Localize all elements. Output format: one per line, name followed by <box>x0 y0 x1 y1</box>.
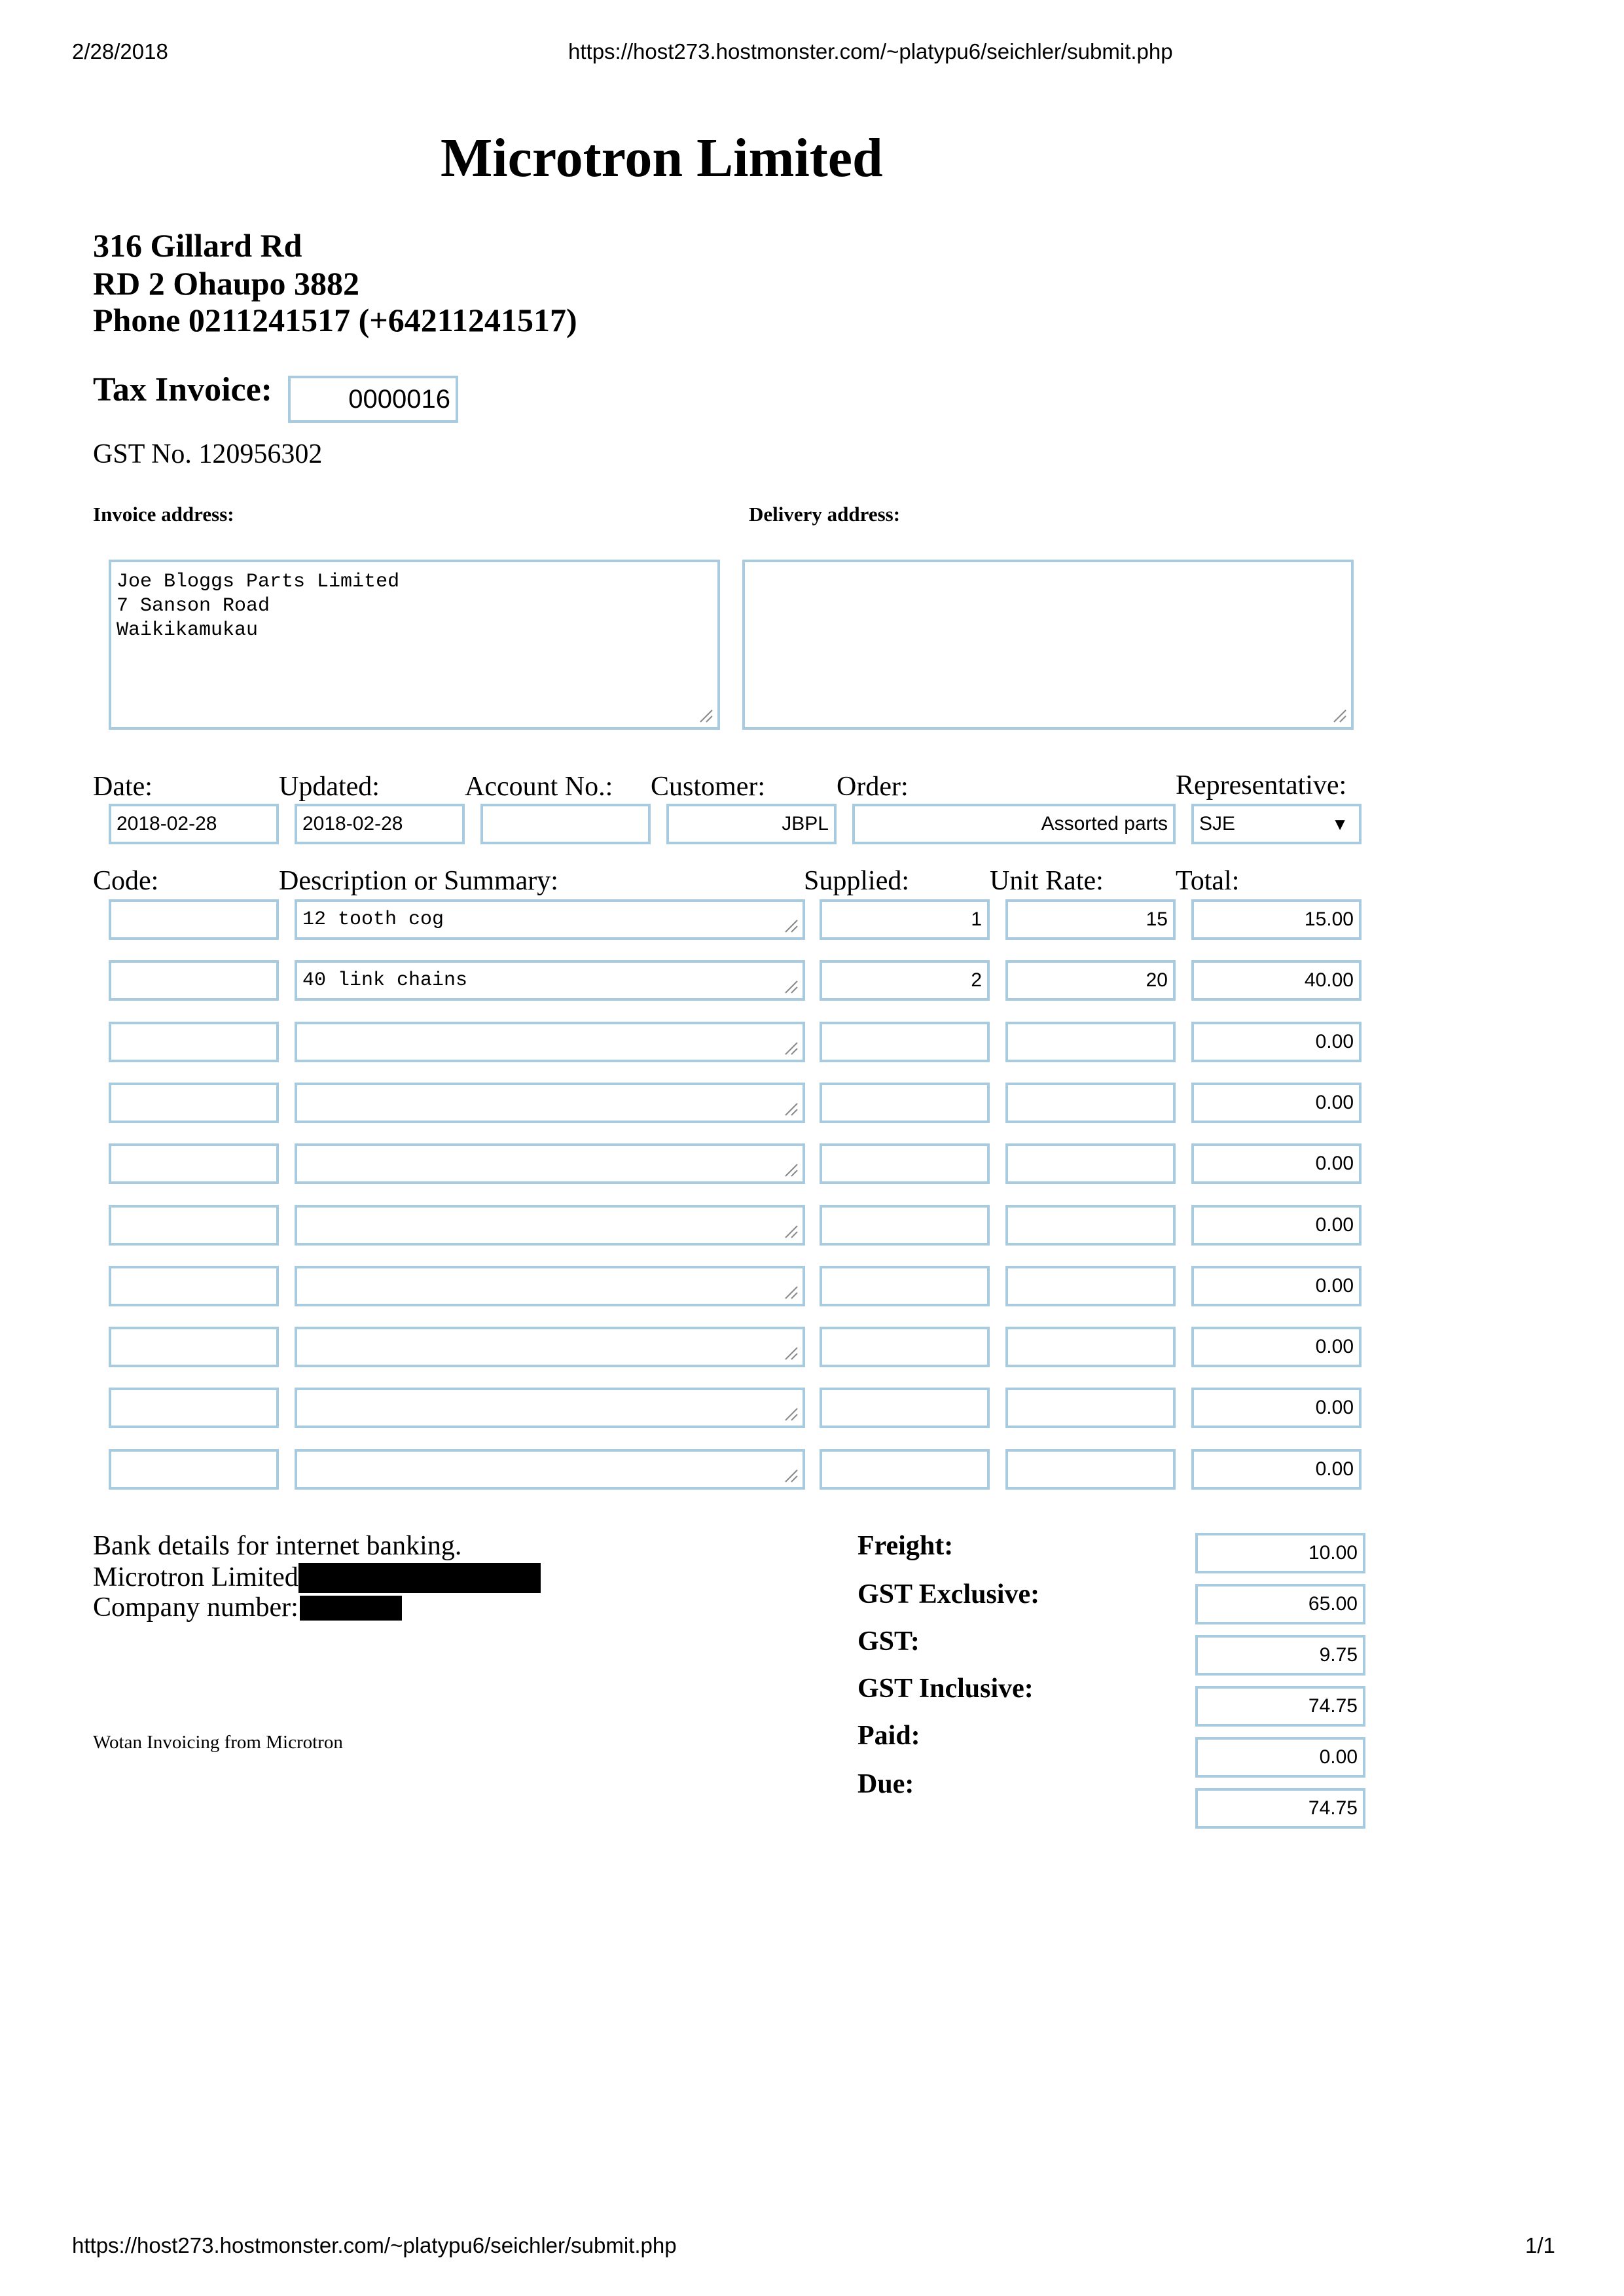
customer-label: Customer: <box>651 772 765 802</box>
resize-grip-icon[interactable] <box>699 709 713 723</box>
gst-inclusive-field[interactable]: 74.75 <box>1195 1686 1365 1727</box>
order-label: Order: <box>837 772 909 802</box>
invoice-address-line: Waikikamukau <box>117 619 259 641</box>
description-field-value: 40 link chains <box>302 969 468 992</box>
representative-label: Representative: <box>1176 770 1347 800</box>
gst-exclusive-label: GST Exclusive: <box>857 1579 1040 1609</box>
total-field[interactable] <box>1191 1327 1362 1367</box>
description-field[interactable] <box>295 1022 805 1062</box>
unit-rate-field[interactable] <box>1005 1327 1176 1367</box>
footer-note: Wotan Invoicing from Microtron <box>93 1732 343 1753</box>
resize-grip-icon[interactable] <box>784 980 799 994</box>
code-field[interactable] <box>109 1143 279 1184</box>
resize-grip-icon[interactable] <box>784 1407 799 1422</box>
print-url-bottom: https://host273.hostmonster.com/~platypu6/seichler/submit.php <box>72 2233 677 2257</box>
description-field[interactable] <box>295 1143 805 1184</box>
resize-grip-icon[interactable] <box>784 1285 799 1300</box>
unit-rate-field[interactable] <box>1005 1266 1176 1306</box>
resize-grip-icon[interactable] <box>784 1346 799 1361</box>
total-header: Total: <box>1176 866 1240 896</box>
code-field[interactable] <box>109 1022 279 1062</box>
supplied-field[interactable] <box>820 1266 990 1306</box>
supplied-field[interactable] <box>820 1449 990 1490</box>
description-field-value: 12 tooth cog <box>302 908 444 931</box>
gst-number: GST No. 120956302 <box>93 439 323 469</box>
resize-grip-icon[interactable] <box>784 1225 799 1239</box>
dropdown-arrow-icon: ▼ <box>1331 814 1348 834</box>
customer-field[interactable]: JBPL <box>666 804 837 844</box>
resize-grip-icon[interactable] <box>784 1041 799 1056</box>
gst-label: GST: <box>857 1626 920 1657</box>
company-name: Microtron Limited <box>441 128 883 188</box>
unit-rate-field[interactable] <box>1005 960 1176 1001</box>
representative-select[interactable] <box>1191 804 1362 844</box>
delivery-address-textarea[interactable] <box>742 560 1354 730</box>
total-field-value: 0.00 <box>1315 1336 1354 1357</box>
description-field[interactable] <box>295 1388 805 1428</box>
due-field[interactable]: 74.75 <box>1195 1788 1365 1829</box>
delivery-address-label: Delivery address: <box>749 503 901 526</box>
supplied-field[interactable] <box>820 960 990 1001</box>
code-field[interactable] <box>109 1266 279 1306</box>
resize-grip-icon[interactable] <box>784 1163 799 1177</box>
invoice-address-line: Joe Bloggs Parts Limited <box>117 571 400 593</box>
total-field-value: 15.00 <box>1304 908 1354 930</box>
tax-invoice-label: Tax Invoice: <box>93 371 272 408</box>
invoice-address-textarea[interactable] <box>109 560 720 730</box>
freight-label: Freight: <box>857 1531 954 1561</box>
company-number-label: Company number: <box>93 1592 298 1623</box>
paid-field[interactable]: 0.00 <box>1195 1737 1365 1778</box>
gst-exclusive-field[interactable]: 65.00 <box>1195 1584 1365 1624</box>
total-field[interactable] <box>1191 1388 1362 1428</box>
total-field-value: 0.00 <box>1315 1031 1354 1052</box>
company-phone: Phone 0211241517 (+64211241517) <box>93 302 577 338</box>
supplied-field-value: 2 <box>971 969 982 991</box>
code-field[interactable] <box>109 1083 279 1123</box>
date-field[interactable]: 2018-02-28 <box>109 804 279 844</box>
total-field[interactable] <box>1191 1022 1362 1062</box>
resize-grip-icon[interactable] <box>1333 709 1347 723</box>
total-field[interactable] <box>1191 1266 1362 1306</box>
resize-grip-icon[interactable] <box>784 1102 799 1117</box>
date-label: Date: <box>93 772 153 802</box>
redacted-bank-account <box>298 1563 541 1593</box>
code-header: Code: <box>93 866 159 896</box>
unit-rate-header: Unit Rate: <box>990 866 1104 896</box>
print-date: 2/28/2018 <box>72 39 168 63</box>
supplied-header: Supplied: <box>804 866 910 896</box>
representative-value: SJE <box>1199 813 1236 834</box>
total-field[interactable] <box>1191 1449 1362 1490</box>
unit-rate-field[interactable] <box>1005 1205 1176 1246</box>
description-field[interactable] <box>295 1083 805 1123</box>
unit-rate-field[interactable] <box>1005 1388 1176 1428</box>
total-field-value: 0.00 <box>1315 1153 1354 1174</box>
supplied-field-value: 1 <box>971 908 982 930</box>
code-field[interactable] <box>109 960 279 1001</box>
unit-rate-field[interactable] <box>1005 1449 1176 1490</box>
total-field-value: 0.00 <box>1315 1458 1354 1480</box>
description-field[interactable] <box>295 1266 805 1306</box>
unit-rate-field[interactable] <box>1005 1083 1176 1123</box>
supplied-field[interactable] <box>820 1022 990 1062</box>
unit-rate-field[interactable] <box>1005 1143 1176 1184</box>
unit-rate-field[interactable] <box>1005 1022 1176 1062</box>
code-field[interactable] <box>109 1327 279 1367</box>
description-field[interactable] <box>295 1205 805 1246</box>
updated-field[interactable]: 2018-02-28 <box>295 804 465 844</box>
company-address-line1: 316 Gillard Rd <box>93 227 302 264</box>
gst-field[interactable]: 9.75 <box>1195 1635 1365 1676</box>
code-field[interactable] <box>109 1449 279 1490</box>
order-field[interactable]: Assorted parts <box>852 804 1176 844</box>
unit-rate-field[interactable] <box>1005 899 1176 940</box>
total-field[interactable] <box>1191 1143 1362 1184</box>
account-field[interactable] <box>480 804 651 844</box>
paid-label: Paid: <box>857 1721 920 1751</box>
description-field[interactable] <box>295 1327 805 1367</box>
bank-heading: Bank details for internet banking. <box>93 1531 462 1561</box>
total-field-value: 0.00 <box>1315 1214 1354 1236</box>
freight-field[interactable]: 10.00 <box>1195 1533 1365 1573</box>
code-field[interactable] <box>109 1388 279 1428</box>
total-field[interactable] <box>1191 1083 1362 1123</box>
due-label: Due: <box>857 1769 914 1799</box>
unit-rate-field-value: 20 <box>1146 969 1168 991</box>
description-header: Description or Summary: <box>279 866 558 896</box>
bank-account-name: Microtron Limited <box>93 1562 298 1592</box>
print-url-top: https://host273.hostmonster.com/~platypu6/seichler/submit.php <box>568 39 1173 63</box>
total-field[interactable] <box>1191 960 1362 1001</box>
invoice-address-label: Invoice address: <box>93 503 234 526</box>
code-field[interactable] <box>109 899 279 940</box>
resize-grip-icon[interactable] <box>784 919 799 933</box>
total-field-value: 0.00 <box>1315 1092 1354 1113</box>
supplied-field[interactable] <box>820 1143 990 1184</box>
invoice-number-field[interactable]: 0000016 <box>288 376 458 423</box>
redacted-company-number <box>300 1596 402 1621</box>
description-field[interactable] <box>295 1449 805 1490</box>
resize-grip-icon[interactable] <box>784 1469 799 1483</box>
supplied-field[interactable] <box>820 899 990 940</box>
supplied-field[interactable] <box>820 1083 990 1123</box>
supplied-field[interactable] <box>820 1205 990 1246</box>
unit-rate-field-value: 15 <box>1146 908 1168 930</box>
account-label: Account No.: <box>465 772 613 802</box>
total-field-value: 40.00 <box>1304 969 1354 991</box>
page-count: 1/1 <box>1525 2233 1555 2257</box>
description-field[interactable] <box>295 899 805 940</box>
supplied-field[interactable] <box>820 1327 990 1367</box>
description-field[interactable] <box>295 960 805 1001</box>
total-field-value: 0.00 <box>1315 1397 1354 1418</box>
gst-inclusive-label: GST Inclusive: <box>857 1674 1034 1704</box>
updated-label: Updated: <box>279 772 380 802</box>
total-field-value: 0.00 <box>1315 1275 1354 1297</box>
code-field[interactable] <box>109 1205 279 1246</box>
company-address-line2: RD 2 Ohaupo 3882 <box>93 265 360 302</box>
total-field[interactable] <box>1191 899 1362 940</box>
invoice-address-line: 7 Sanson Road <box>117 595 270 617</box>
supplied-field[interactable] <box>820 1388 990 1428</box>
total-field[interactable] <box>1191 1205 1362 1246</box>
